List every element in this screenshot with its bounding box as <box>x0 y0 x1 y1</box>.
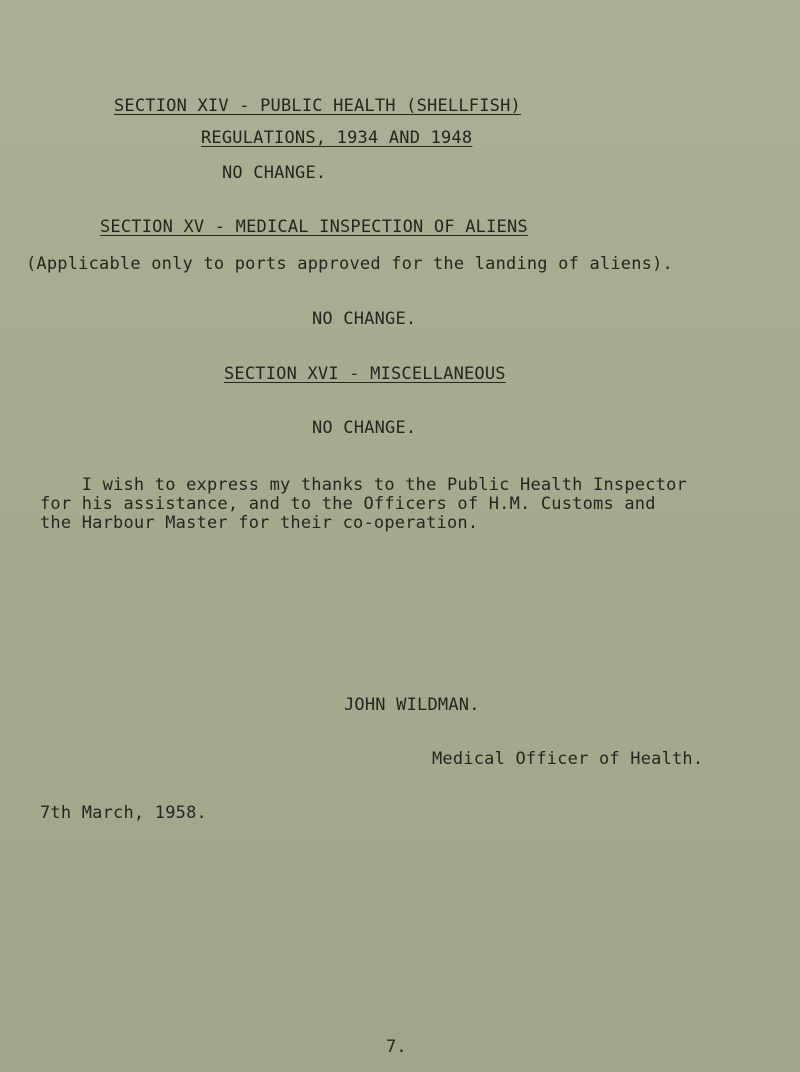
section-xiv-subheading: REGULATIONS, 1934 AND 1948 <box>201 128 473 148</box>
section-xv-note: (Applicable only to ports approved for the landing of aliens). <box>26 254 673 274</box>
section-xvi-status: NO CHANGE. <box>312 418 417 438</box>
section-xiv-status: NO CHANGE. <box>222 163 327 183</box>
document-date: 7th March, 1958. <box>40 803 207 823</box>
closing-line-1: I wish to express my thanks to the Public Health Inspector <box>40 475 687 495</box>
closing-line-3: the Harbour Master for their co-operation. <box>40 513 479 533</box>
page-number: 7. <box>386 1037 407 1057</box>
section-xv-heading: SECTION XV - MEDICAL INSPECTION OF ALIENS <box>100 217 528 237</box>
closing-line-2: for his assistance, and to the Officers of H.M. Customs and <box>40 494 656 514</box>
section-xvi-heading: SECTION XVI - MISCELLANEOUS <box>224 364 506 384</box>
signature-name: JOHN WILDMAN. <box>344 695 480 715</box>
section-xiv-heading: SECTION XIV - PUBLIC HEALTH (SHELLFISH) <box>114 96 521 116</box>
signature-title: Medical Officer of Health. <box>432 749 704 769</box>
section-xv-status: NO CHANGE. <box>312 309 417 329</box>
